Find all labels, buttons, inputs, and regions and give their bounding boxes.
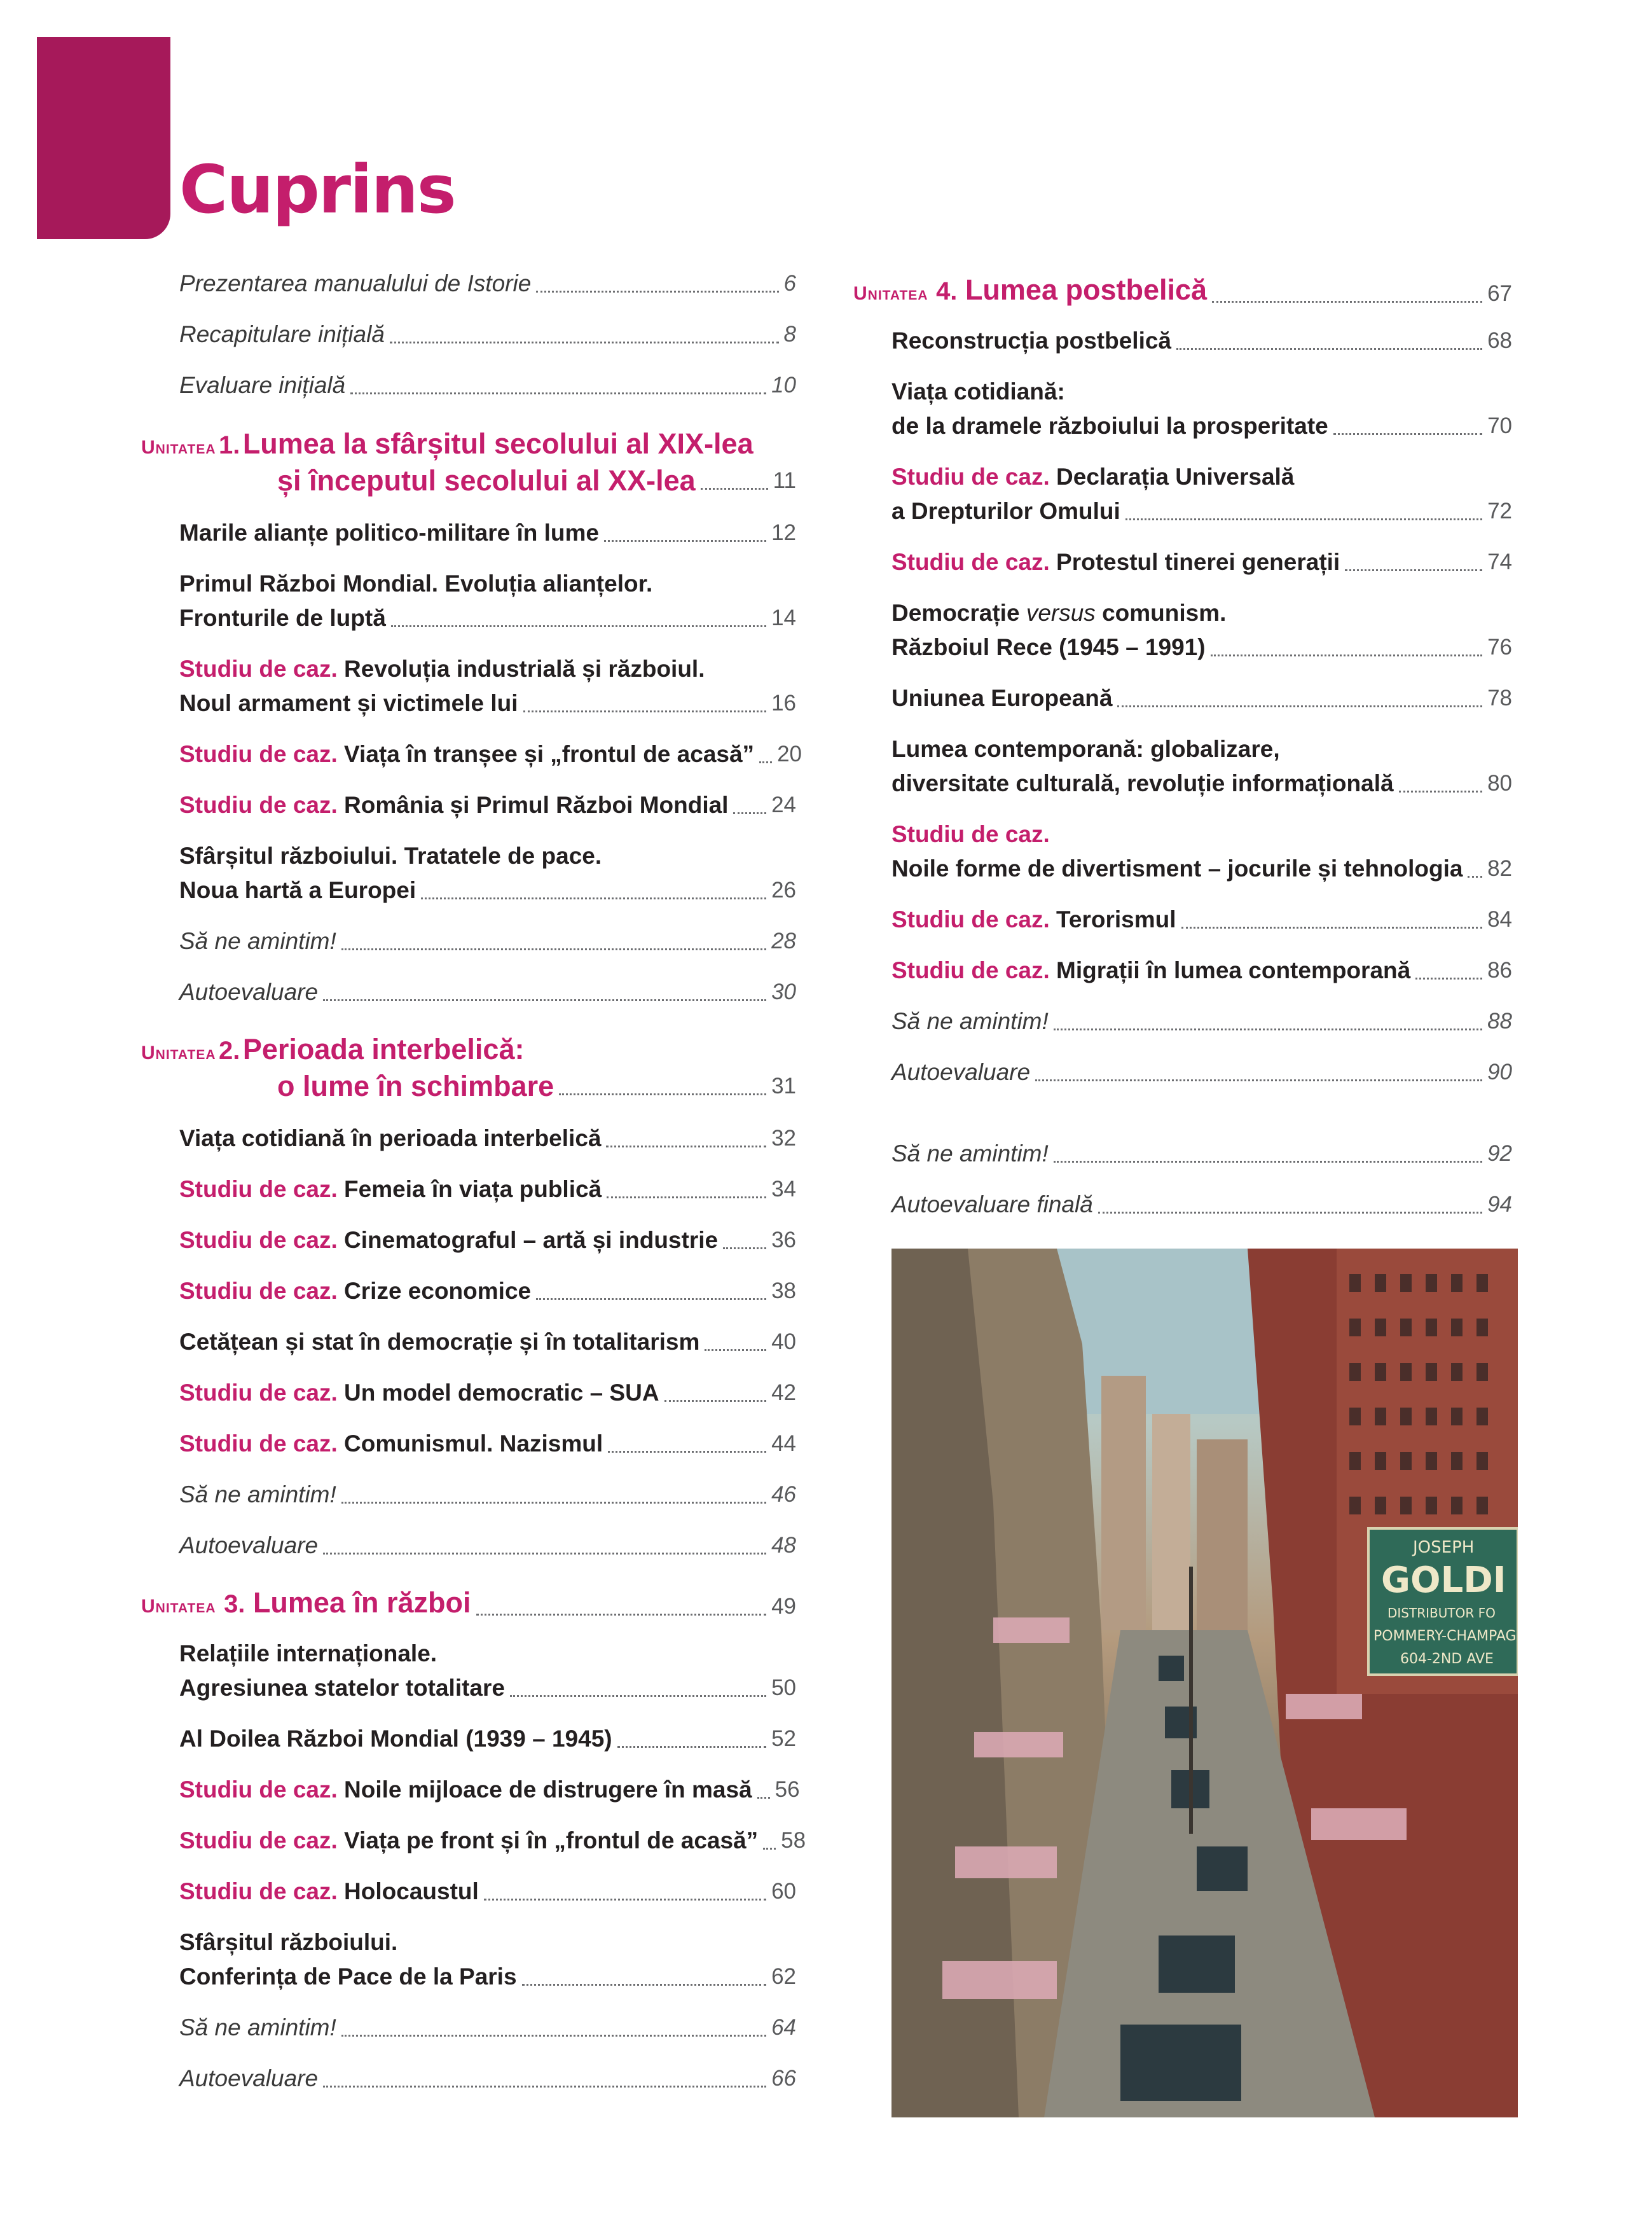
toc-entry[interactable]: diversitate culturală, revoluție informațională 80 [891, 770, 1512, 796]
toc-entry[interactable]: Studiu de caz. România și Primul Război Mondial 24 [179, 792, 796, 818]
header-tab [37, 37, 170, 239]
parade-street-photo [891, 1249, 1518, 2117]
toc-entry[interactable]: Să ne amintim! 28 [179, 928, 796, 954]
toc-entry[interactable]: Studiu de caz. Viața în tranșee și „frontul de acasă” 20 [179, 741, 802, 767]
toc-entry[interactable]: Cetățean și stat în democrație și în totalitarism 40 [179, 1329, 796, 1355]
toc-entry[interactable]: Viața cotidiană în perioada interbelică 32 [179, 1125, 796, 1151]
toc-entry-recapitulare[interactable]: Recapitulare inițială 8 [179, 321, 796, 347]
unit-4-heading[interactable]: Unitatea 4. Lumea postbelică 67 [853, 274, 1512, 306]
toc-entry[interactable]: Autoevaluare 90 [891, 1059, 1512, 1085]
toc-entry[interactable]: Studiu de caz. Crize economice 38 [179, 1278, 796, 1304]
toc-entry-line1: Viața cotidiană: [891, 378, 1065, 405]
toc-entry-line1: Sfârșitul războiului. Tratatele de pace. [179, 843, 602, 869]
toc-entry-line1: Sfârșitul războiului. [179, 1929, 398, 1955]
toc-entry-line1: Studiu de caz. [891, 821, 1050, 847]
toc-entry[interactable]: Reconstrucția postbelică 68 [891, 328, 1512, 354]
toc-entry-line1: Primul Război Mondial. Evoluția alianțelor. [179, 571, 653, 597]
toc-entry[interactable]: Autoevaluare 30 [179, 979, 796, 1005]
toc-entry-prezentare[interactable]: Prezentarea manualului de Istorie 6 [179, 270, 796, 296]
toc-entry[interactable]: Al Doilea Război Mondial (1939 – 1945) 52 [179, 1726, 796, 1752]
toc-entry[interactable]: Studiu de caz. Viața pe front și în „frontul de acasă” 58 [179, 1827, 806, 1853]
toc-entry[interactable]: Agresiunea statelor totalitare 50 [179, 1675, 796, 1701]
toc-entry[interactable]: Autoevaluare finală 94 [891, 1191, 1512, 1217]
toc-entry[interactable]: Să ne amintim! 46 [179, 1481, 796, 1507]
unit-1-heading[interactable]: Unitatea 1. Lumea la sfârșitul secolului al XIX-lea [141, 427, 754, 460]
toc-entry[interactable]: Războiul Rece (1945 – 1991) 76 [891, 634, 1512, 660]
toc-entry[interactable]: Studiu de caz. Terorismul 84 [891, 906, 1512, 932]
sign-text-2: GOLDI [1381, 1560, 1506, 1601]
toc-entry[interactable]: Să ne amintim! 92 [891, 1140, 1512, 1167]
toc-entry[interactable]: Studiu de caz. Femeia în viața publică 34 [179, 1176, 796, 1202]
toc-entry-line1: Lumea contemporană: globalizare, [891, 736, 1280, 762]
sign-text-3: DISTRIBUTOR FO [1387, 1605, 1496, 1621]
toc-entry[interactable]: Fronturile de luptă 14 [179, 605, 796, 631]
toc-entry[interactable]: Noile forme de divertisment – jocurile și tehnologia 82 [891, 855, 1512, 882]
toc-entry-line1: Studiu de caz. Revoluția industrială și războiul. [179, 656, 705, 682]
unit-2-heading[interactable]: Unitatea 2. Perioada interbelică: [141, 1033, 525, 1065]
toc-entry[interactable]: Noua hartă a Europei 26 [179, 877, 796, 903]
toc-entry[interactable]: Conferința de Pace de la Paris 62 [179, 1963, 796, 1990]
toc-entry-line1: Studiu de caz. Declarația Universală [891, 464, 1295, 490]
toc-entry[interactable]: a Drepturilor Omului 72 [891, 498, 1512, 524]
toc-entry[interactable]: Studiu de caz. Protestul tinerei generații 74 [891, 549, 1512, 575]
toc-entry[interactable]: Studiu de caz. Cinematograful – artă și industrie 36 [179, 1227, 796, 1253]
toc-entry[interactable]: Studiu de caz. Noile mijloace de distrugere în masă 56 [179, 1776, 800, 1803]
unit-3-heading[interactable]: Unitatea 3. Lumea în război 49 [141, 1586, 796, 1619]
page-title: Cuprins [179, 151, 455, 228]
toc-entry-line1: Relațiile internaționale. [179, 1640, 437, 1666]
toc-entry[interactable]: Să ne amintim! 88 [891, 1008, 1512, 1034]
sign-text-4: POMMERY-CHAMPAG [1373, 1628, 1517, 1644]
unit-1-heading-line2[interactable]: și începutul secolului al XX-lea 11 [277, 464, 796, 497]
toc-entry[interactable]: Studiu de caz. Holocaustul 60 [179, 1878, 796, 1904]
toc-entry[interactable]: de la dramele războiului la prosperitate 70 [891, 413, 1512, 439]
toc-entry[interactable]: Studiu de caz. Migrații în lumea contemporană 86 [891, 957, 1512, 983]
toc-entry-line1: Democrație versus comunism. [891, 600, 1227, 626]
toc-entry[interactable]: Noul armament și victimele lui 16 [179, 690, 796, 716]
toc-entry[interactable]: Autoevaluare 48 [179, 1532, 796, 1558]
unit-2-heading-line2[interactable]: o lume în schimbare 31 [277, 1070, 796, 1102]
toc-entry[interactable]: Studiu de caz. Comunismul. Nazismul 44 [179, 1430, 796, 1457]
sign-text-1: JOSEPH [1413, 1538, 1475, 1557]
toc-entry[interactable]: Uniunea Europeană 78 [891, 685, 1512, 711]
toc-entry[interactable]: Studiu de caz. Un model democratic – SUA 42 [179, 1380, 796, 1406]
toc-entry-evaluare[interactable]: Evaluare inițială 10 [179, 372, 796, 398]
toc-entry[interactable]: Autoevaluare 66 [179, 2065, 796, 2091]
sign-text-5: 604-2ND AVE [1400, 1651, 1494, 1667]
toc-entry[interactable]: Să ne amintim! 64 [179, 2014, 796, 2040]
toc-entry[interactable]: Marile alianțe politico-militare în lume 12 [179, 520, 796, 546]
parade-illustration [891, 1249, 1518, 2117]
